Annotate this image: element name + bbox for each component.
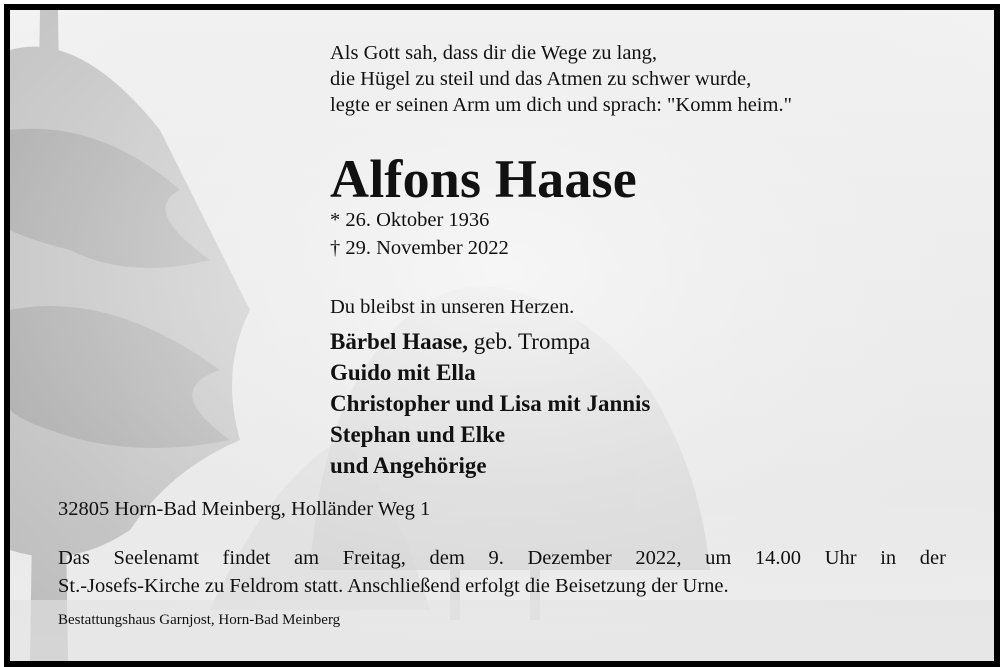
mourners-list (330, 326, 650, 481)
poem (330, 40, 792, 118)
poem-line: die Hügel zu steil und das Atmen zu schwer wurde, (330, 68, 752, 90)
mourner-line (330, 326, 650, 357)
notice-line: St.-Josefs-Kirche zu Feldrom statt. Anschließend erfolgt die Beisetzung der Urne. (58, 575, 729, 597)
funeral-notice (58, 544, 946, 600)
death-date: † 29. November 2022 (330, 237, 509, 259)
mourner-line: Guido mit Ella (330, 360, 476, 385)
deceased-name: Alfons Haase (330, 149, 637, 209)
poem-line: Als Gott sah, dass dir die Wege zu lang, (330, 42, 658, 64)
birth-date: * 26. Oktober 1936 (330, 209, 490, 231)
mourner-line: Stephan und Elke (330, 422, 506, 447)
address: 32805 Horn-Bad Meinberg, Holländer Weg 1 (58, 498, 431, 520)
maiden-name: geb. Trompa (468, 329, 591, 354)
mourner-line: und Angehörige (330, 453, 487, 478)
life-dates (330, 206, 509, 262)
notice-line: Das Seelenamt findet am Freitag, dem 9. Dezember 2022, um 14.00 Uhr in der (58, 547, 946, 569)
remembrance-text: Du bleibst in unseren Herzen. (330, 296, 575, 318)
obituary-card (4, 4, 1000, 667)
undertaker: Bestattungshaus Garnjost, Horn-Bad Meinberg (58, 612, 341, 628)
poem-line: legte er seinen Arm um dich und sprach: "Komm heim." (330, 94, 792, 116)
mourner-name: Bärbel Haase, (330, 329, 468, 354)
mourner-line: Christopher und Lisa mit Jannis (330, 391, 651, 416)
